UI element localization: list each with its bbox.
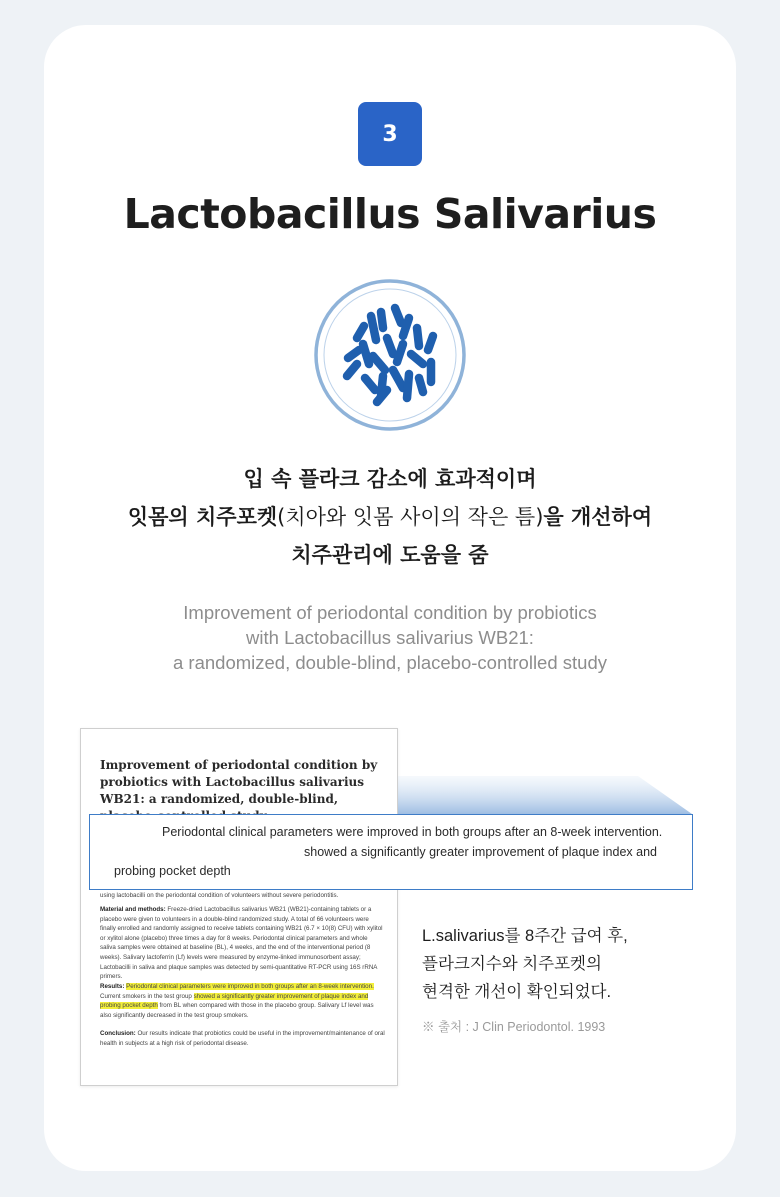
paper-intro: using lactobacilli on the periodontal condition of volunteers without severe periodontitis. — [100, 892, 339, 899]
paper-methods — [100, 905, 385, 982]
results-highlight-1: Periodontal clinical parameters were improved in both groups after an 8-week intervention. — [126, 983, 374, 990]
results-highlight-2: showed a significantly greater improvement of plaque index and probing pocket depth — [100, 992, 369, 1010]
conclusion-text: Our results indicate that probiotics could be useful in the improvement/maintenance of oral health in subjects at a high risk of periodontal disease. — [100, 1030, 385, 1047]
en-sub-line1: Improvement of periodontal condition by probiotics — [183, 602, 597, 623]
page-title: Lactobacillus Salivarius — [123, 190, 657, 238]
methods-text: Freeze-dried Lactobacillus salivarius WB21 (WB21)-containing tablets or a placebo were given to volunteers in a double-blind randomized study. A total of 66 volunteers were finally enrolled and randomly assigned to receive tablets containing WB21 (6.7 × 10(8) CFU) with xylitol or xylitol alone (placebo) three times a day for 8 weeks. Periodontal clinical parameters and whole saliva samples were obtained at baseline (BL), 4 weeks, and the end of the interventional period (8 weeks). Salivary lactoferrin (Lf) levels were measured by enzyme-linked immunosorbent assay; Lactobacilli in saliva and plaque samples was detected by semi-quantitative RT-PCR using 16S rRNA primers. — [100, 906, 383, 981]
zoomed-result-box — [89, 814, 693, 890]
paper-title: Improvement of periodontal condition by probiotics with Lactobacillus salivarius WB21: a randomized, double-blind, — [100, 758, 378, 806]
zoom-line2: showed a significantly greater improvement of plaque index and — [304, 845, 657, 859]
result-line1: L.salivarius를 8주간 급여 후, — [422, 927, 628, 945]
conclusion-label: Conclusion: — [100, 1030, 136, 1037]
methods-label: Material and methods: — [100, 906, 166, 913]
ko-desc-line2-bold2: 을 개선하여 — [543, 505, 653, 529]
korean-description — [0, 460, 780, 574]
ko-desc-line1: 입 속 플라크 감소에 효과적이며 — [243, 467, 537, 491]
zoom-line1: Periodontal clinical parameters were improved in both groups after an 8-week intervention. — [162, 825, 663, 839]
results-tail: from BL when compared with those in the placebo group. Salivary Lf level was also significantly decreased in the test group smokers. — [100, 1002, 374, 1019]
ko-desc-line2-light: (치아와 잇몸 사이의 작은 틈) — [277, 505, 544, 529]
zoom-line3: probing pocket depth — [114, 864, 231, 878]
paper-results — [100, 982, 385, 1020]
bacteria-icon — [313, 278, 467, 432]
ko-desc-line3: 치주관리에 도움을 줌 — [291, 543, 489, 567]
zoom-beam — [398, 776, 692, 814]
result-line3: 현격한 개선이 확인되었다. — [422, 983, 612, 1001]
en-sub-line3: a randomized, double-blind, placebo-controlled study — [173, 652, 607, 673]
results-label: Results: — [100, 983, 125, 990]
ko-desc-line2-bold1: 잇몸의 치주포켓 — [127, 505, 278, 529]
en-sub-line2: with Lactobacillus salivarius WB21: — [246, 627, 534, 648]
paper-excerpt-image — [80, 728, 398, 1086]
result-summary — [422, 922, 628, 1006]
step-number: 3 — [382, 121, 398, 147]
paper-conclusion — [100, 1029, 385, 1048]
source-citation: ※ 출처 : J Clin Periodontol. 1993 — [422, 1020, 606, 1034]
results-mid: Current smokers in the test group — [100, 992, 192, 1000]
step-number-badge — [358, 102, 422, 166]
english-subtitle — [0, 600, 780, 675]
result-line2: 플라크지수와 치주포켓의 — [422, 955, 602, 973]
